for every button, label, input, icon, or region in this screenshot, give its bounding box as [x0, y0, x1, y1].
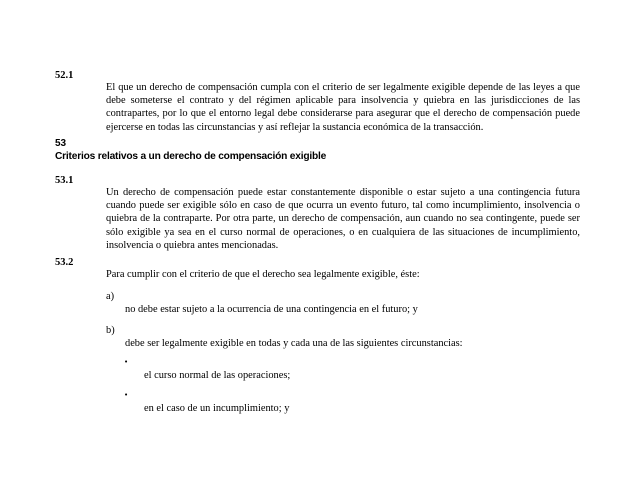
list-item-a-text: no debe estar sujeto a la ocurrencia de una contingencia en el futuro; y	[125, 304, 418, 315]
paragraph-number-53-2: 53.2	[55, 257, 74, 268]
bullet-text-1: el curso normal de las operaciones;	[144, 370, 291, 381]
paragraph-number-52-1: 52.1	[55, 70, 74, 81]
list-item-a-marker: a)	[106, 291, 115, 302]
paragraph-53-1-text: Un derecho de compensación puede estar constantemente disponible o estar sujeto a una contingencia futura cuando puede ser exigible sólo en caso de que ocurra un evento futuro, tal como incumplimiento, insolvencia o quiebra de la contraparte. Por otra parte, un derecho de compensación, aun cuando no sea contingente, puede ser sólo exigible ya sea en el curso normal de operaciones, o en cualquiera de las situaciones de incumplimiento, insolvencia o quiebra antes mencionadas.	[106, 187, 580, 251]
paragraph-number-53-1: 53.1	[55, 175, 74, 186]
list-item-b-text: debe ser legalmente exigible en todas y cada una de las siguientes circunstancias:	[125, 338, 463, 349]
section-number-53: 53	[55, 138, 67, 149]
list-item-b-marker: b)	[106, 325, 115, 336]
bullet-marker-1: •	[124, 358, 129, 366]
paragraph-53-2-intro: Para cumplir con el criterio de que el derecho sea legalmente exigible, éste:	[106, 269, 420, 280]
bullet-text-2: en el caso de un incumplimiento; y	[144, 403, 290, 414]
section-title-53: Criterios relativos a un derecho de compensación exigible	[55, 151, 327, 162]
bullet-marker-2: •	[124, 391, 129, 399]
paragraph-52-1-text: El que un derecho de compensación cumpla con el criterio de ser legalmente exigible depende de las leyes a que debe someterse el contrato y del régimen aplicable para insolvencia y quiebra en las jurisdicciones de las contrapartes, por lo que el entorno legal debe considerarse para asegurar que el derecho de compensación puede ejercerse en todas las circunstancias y así reflejar la sustancia económica de la transacción.	[106, 82, 580, 133]
